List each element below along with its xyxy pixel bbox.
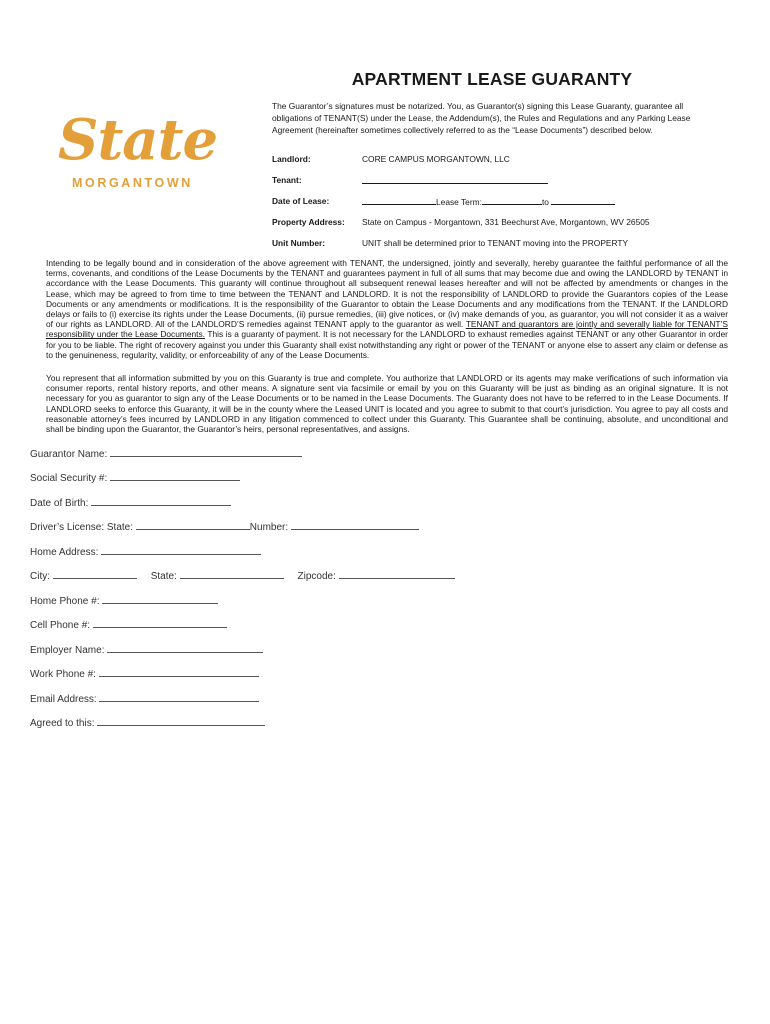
document-title: APARTMENT LEASE GUARANTY [351, 69, 633, 89]
property-address-label: Property Address: [272, 217, 345, 227]
city-field[interactable] [53, 569, 137, 579]
agreed-signature-field[interactable] [97, 716, 265, 726]
drivers-license-row [30, 520, 419, 533]
dl-number-field[interactable] [291, 520, 419, 530]
email-address-field[interactable] [99, 692, 259, 702]
paragraph-1-underlined: TENANT and guarantors are jointly and severally liable for TENANT’S responsibility under the Lease Documents. [46, 319, 728, 340]
employer-name-row [30, 643, 263, 656]
date-of-lease-label: Date of Lease: [272, 196, 330, 206]
to-label: to [541, 197, 549, 207]
cell-phone-label: Cell Phone #: [30, 620, 91, 631]
guaranty-paragraph-2: You represent that all information submitted by you on this Guaranty is true and complete. You authorize that LANDLORD or its agents may make verifications of such information via consumer reports, rental history reports, and other means. A signature sent via facsimile or email by you on this Guaranty will be just as binding as an original signature. It is not necessary for you as guarantor to sign any of the Lease Documents or to be named in the Lease Documents. The Guaranty does not have to be referred to in the Lease Documents. If LANDLORD seeks to enforce this Guaranty, it will be in the county where the Leased UNIT is located and you agree to submit to that court’s jurisdiction. You agree to pay all costs and reasonable attorney’s fees incurred by LANDLORD in any litigation commenced to collect under this Guaranty. This Guarantee shall be continuing, absolute, and unconditional and shall be binding upon the Guarantor, the Guarantor’s heirs, personal representatives, and assigns. [46, 373, 728, 435]
employer-name-field[interactable] [107, 643, 263, 653]
ssn-row [30, 471, 240, 484]
guarantor-name-label: Guarantor Name: [30, 449, 108, 460]
employer-name-label: Employer Name: [30, 645, 105, 656]
home-address-field[interactable] [101, 545, 261, 555]
dl-number-label: Number: [249, 522, 289, 533]
ssn-label: Social Security #: [30, 473, 108, 484]
work-phone-field[interactable] [99, 667, 259, 677]
tenant-field[interactable] [362, 175, 548, 186]
city-label: City: [30, 571, 50, 582]
ssn-field[interactable] [110, 471, 240, 481]
intro-paragraph: The Guarantor’s signatures must be notarized. You, as Guarantor(s) signing this Lease Guaranty, guarantee all obligations of TENANT(S) under the Lease, the Addendum(s), the Rules and Regulations and any Parking Lease Agreement (hereinafter sometimes collectively referred to as the “Lease Documents”) described below. [272, 101, 691, 135]
dl-state-label: Driver’s License: State: [30, 522, 134, 533]
email-address-label: Email Address: [30, 694, 97, 705]
city-state-zip-row [30, 569, 455, 582]
email-address-row [30, 692, 259, 705]
home-address-row [30, 545, 261, 558]
guarantor-name-field[interactable] [110, 447, 302, 457]
landlord-value: CORE CAMPUS MORGANTOWN, LLC [362, 154, 510, 164]
logo-wordmark: State [58, 107, 218, 173]
unit-number-label: Unit Number: [272, 238, 326, 248]
property-address-value: State on Campus - Morgantown, 331 Beechurst Ave, Morgantown, WV 26505 [362, 217, 650, 227]
date-of-lease-values [362, 196, 615, 207]
dob-row [30, 496, 231, 509]
dob-field[interactable] [91, 496, 231, 506]
date-of-lease-field[interactable] [362, 196, 436, 205]
state-field[interactable] [180, 569, 284, 579]
work-phone-label: Work Phone #: [30, 669, 96, 680]
unit-number-value: UNIT shall be determined prior to TENANT moving into the PROPERTY [362, 238, 629, 248]
state-label: State: [150, 571, 177, 582]
lease-term-start-field[interactable] [482, 196, 542, 205]
guarantor-name-row [30, 447, 302, 460]
landlord-label: Landlord: [272, 154, 311, 164]
home-phone-row [30, 594, 218, 607]
dob-label: Date of Birth: [30, 498, 89, 509]
home-address-label: Home Address: [30, 547, 99, 558]
lease-term-end-field[interactable] [551, 196, 615, 205]
state-morgantown-logo [58, 107, 218, 190]
agreed-row [30, 716, 265, 729]
home-phone-label: Home Phone #: [30, 596, 100, 607]
logo-subtitle: MORGANTOWN [72, 176, 193, 190]
agreed-label: Agreed to this: [30, 718, 95, 729]
guaranty-paragraph-1 [46, 258, 728, 360]
home-phone-field[interactable] [102, 594, 218, 604]
tenant-label: Tenant: [272, 175, 302, 185]
paragraph-1-text-b: This is a guaranty of payment. It is not necessary for the LANDLORD to exhaust remedies against TENANT or any other Guarantor in order for you to be liable. The right of recovery against you under this Guaranty shall exist notwithstanding any right or power of the TENANT or anyone else to assert any claim or defense as to the genuineness, regularity, validity, or enforceability of any of the Lease Documents. [46, 329, 728, 360]
cell-phone-field[interactable] [93, 618, 227, 628]
zipcode-label: Zipcode: [297, 571, 336, 582]
zipcode-field[interactable] [339, 569, 455, 579]
paragraph-1-text-a: Intending to be legally bound and in consideration of the above agreement with TENANT, the undersigned, jointly and severally, hereby guarantee the faithful performance of all the terms, covenants, and conditions of the Lease Documents by the TENANT and guarantees payment in full of all sums that may become due and owing the LANDLORD by TENANT in accordance with the Lease Documents. This guaranty will continue throughout all subsequent renewal leases hereafter and will not be affected by amendments or changes in the Lease, which may be agreed to from time to time between the TENANT and LANDLORD. It is not the responsibility of LANDLORD to provide the Guarantors copies of the Lease Documents or any amendments or modifications. It is the responsibility of the Guarantor to obtain the Lease Documents and any modifications from the TENANT. If the LANDLORD delays or fails to (i) exercise its rights under the Lease Documents, (ii) pursue remedies, (iii) give notices, or (iv) make demands of you, as guarantor, you will not consider it as a waiver of our rights as LANDLORD. All of the LANDLORD’S remedies against TENANT apply to the guarantor as well. [46, 258, 728, 330]
dl-state-field[interactable] [136, 520, 250, 530]
work-phone-row [30, 667, 259, 680]
lease-term-label: Lease Term: [436, 197, 482, 207]
cell-phone-row [30, 618, 227, 631]
